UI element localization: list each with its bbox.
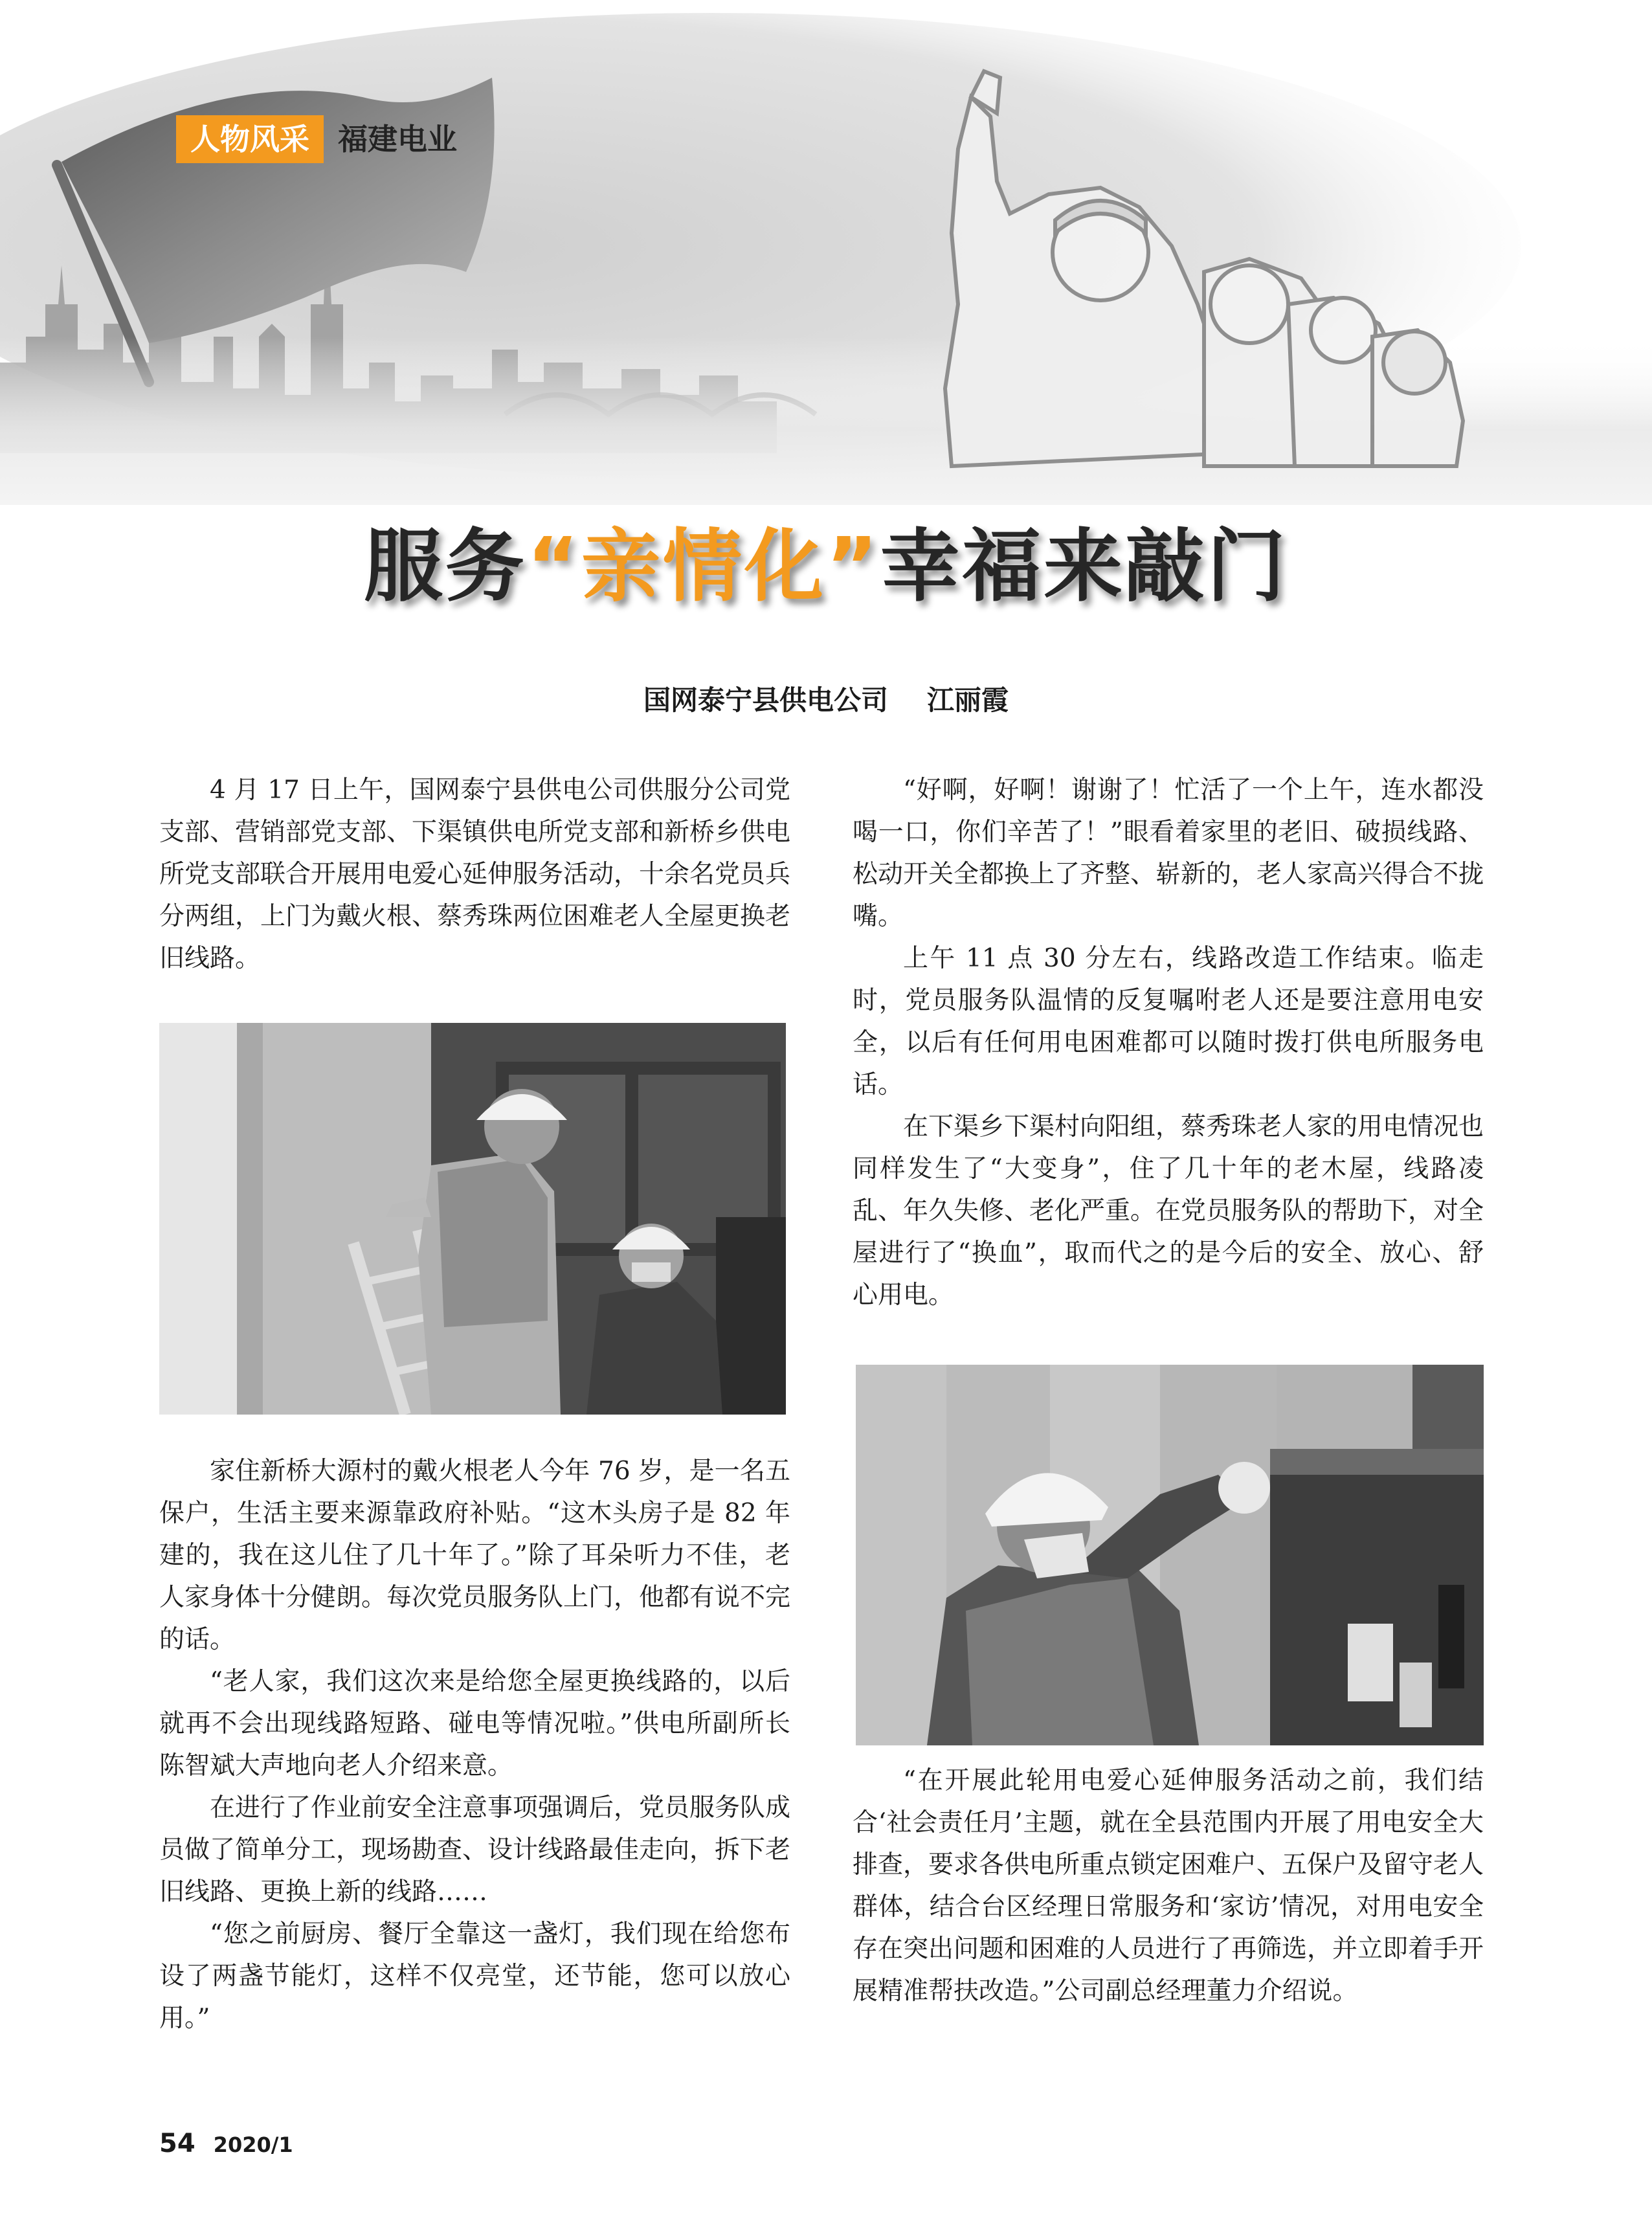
photo-worker-installing-wire-image (856, 1365, 1484, 1745)
section-label: 人物风采 (176, 115, 324, 163)
paragraph: “在开展此轮用电爱心延伸服务活动之前，我们结合‘社会责任月’主题，就在全县范围内开展了用电安全大排查，要求各供电所重点锁定困难户、五保户及留守老人群体，结合台区经理日常服务和‘家访’情况，对用电安全存在突出问题和困难的人员进行了再筛选，并立即着手开展精准帮扶改造。”公司副总经理董力介绍说。 (853, 1766, 1484, 2006)
page-number: 54 (159, 2129, 195, 2158)
paragraph: 4 月 17 日上午，国网泰宁县供电公司供服分公司党支部、营销部党支部、下渠镇供电所党支部和新桥乡供电所党支部联合开展用电爱心延伸服务活动，十余名党员兵分两组，上门为戴火根、蔡秀珠两位困难老人全屋更换老旧线路。 (159, 776, 791, 973)
banner-illustration (0, 0, 1652, 505)
photo-workers-on-ladder-image (159, 1023, 786, 1415)
byline (0, 681, 1652, 720)
title-part2: 幸福来敲门 (880, 521, 1289, 612)
title-quote-close: ” (826, 521, 881, 612)
paragraph: 家住新桥大源村的戴火根老人今年 76 岁，是一名五保户，生活主要来源靠政府补贴。“这木头房子是 82 年建的，我在这儿住了几十年了。”除了耳朵听力不佳，老人家身体十分健朗。每次党员服务队上门，他都有说不完的话。 (159, 1457, 791, 1654)
paragraph: 在进行了作业前安全注意事项强调后，党员服务队成员做了简单分工，现场勘查、设计线路最佳走向，拆下老旧线路、更换上新的线路…… (159, 1793, 791, 1907)
paragraph: 上午 11 点 30 分左右，线路改造工作结束。临走时，党员服务队温情的反复嘱咐老人还是要注意用电安全，以后有任何用电困难都可以随时拨打供电所服务电话。 (853, 944, 1484, 1099)
paragraph: “老人家，我们这次来是给您全屋更换线路的，以后就再不会出现线路短路、碰电等情况啦。”供电所副所长陈智斌大声地向老人介绍来意。 (159, 1667, 790, 1780)
article-title (0, 515, 1652, 618)
title-highlight: 亲情化 (581, 521, 826, 612)
header-banner (0, 0, 1652, 505)
issue-number: 2020/1 (213, 2133, 293, 2157)
paragraph: “好啊，好啊！谢谢了！忙活了一个上午，连水都没喝一口，你们辛苦了！”眼看着家里的老旧、破损线路、松动开关全都换上了齐整、崭新的，老人家高兴得合不拢嘴。 (853, 776, 1484, 931)
byline-author: 江丽霞 (927, 684, 1009, 716)
title-part1: 服务 (363, 521, 527, 612)
byline-organization: 国网泰宁县供电公司 (643, 684, 888, 716)
section-tag (176, 115, 457, 163)
journal-name: 福建电业 (338, 122, 457, 157)
title-quote-open: “ (526, 521, 581, 612)
photo-workers-on-ladder (159, 1023, 786, 1415)
paragraph: 在下渠乡下渠村向阳组，蔡秀珠老人家的用电情况也同样发生了“大变身”，住了几十年的老木屋，线路凌乱、年久失修、老化严重。在党员服务队的帮助下，对全屋进行了“换血”，取而代之的是今后的安全、放心、舒心用电。 (853, 1112, 1484, 1310)
paragraph: “您之前厨房、餐厅全靠这一盏灯，我们现在给您布设了两盏节能灯，这样不仅亮堂，还节能，您可以放心用。” (159, 1920, 790, 2033)
page-footer (159, 2129, 293, 2158)
photo-worker-installing-wire (856, 1365, 1484, 1745)
